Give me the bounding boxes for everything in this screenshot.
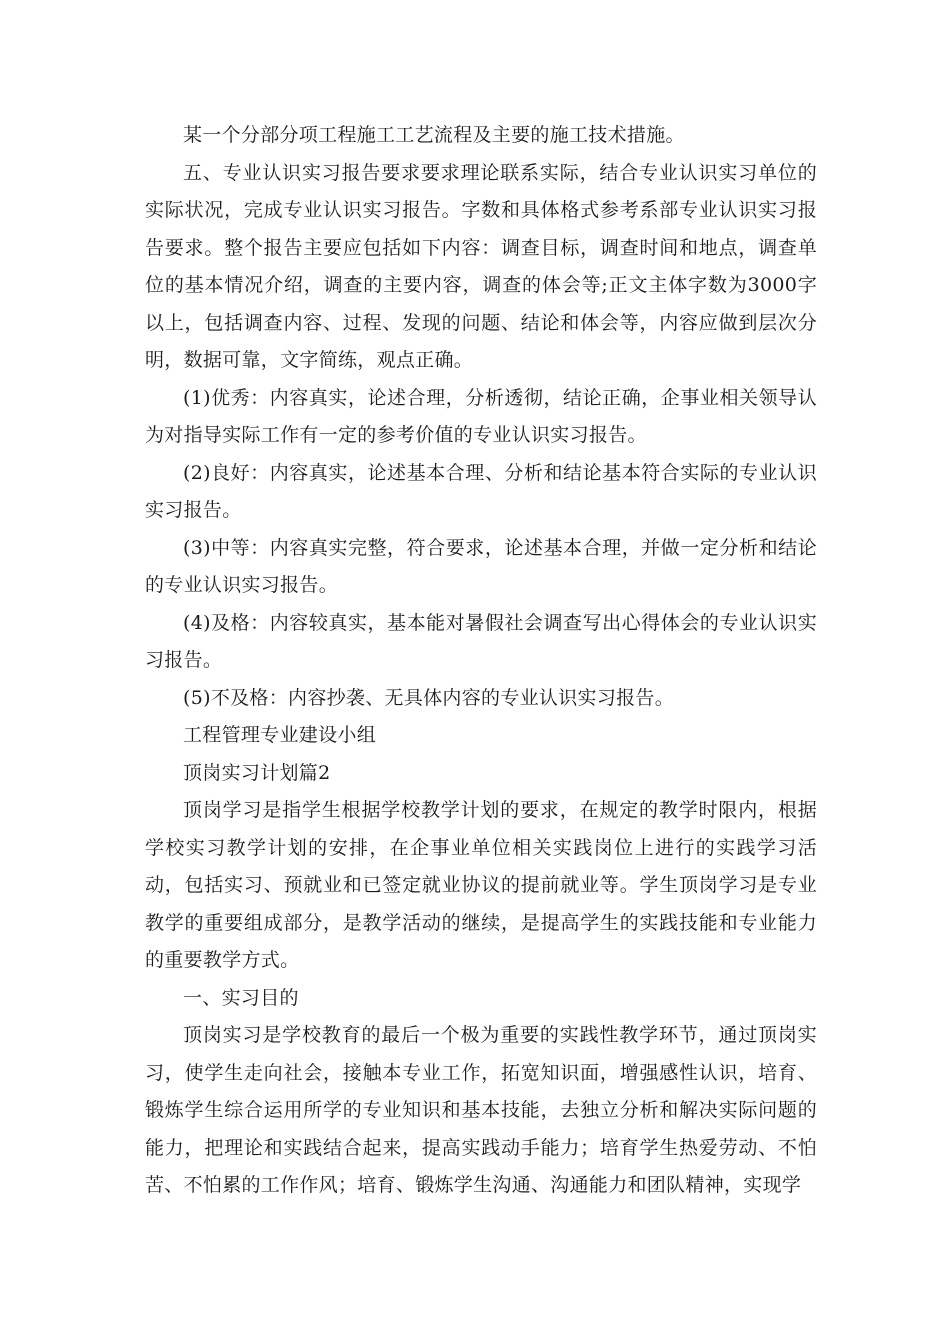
- signature-group: 工程管理专业建设小组: [183, 724, 377, 746]
- paragraph-grade-good: (2)良好：内容真实，论述基本合理、分析和结论基本符合实际的专业认识实习报告。: [145, 461, 817, 521]
- paragraph-grade-fail: (5)不及格：内容抄袭、无具体内容的专业认识实习报告。: [183, 686, 675, 709]
- paragraph-grade-medium: (3)中等：内容真实完整，符合要求，论述基本合理，并做一定分析和结论的专业认识实习报告。: [145, 536, 817, 596]
- section-heading-purpose: 一、实习目的: [183, 986, 299, 1009]
- paragraph-grade-excellent: (1)优秀：内容真实，论述合理，分析透彻，结论正确，企事业相关领导认为对指导实际工作有一定的参考价值的专业认识实习报告。: [145, 386, 817, 446]
- document-body: [145, 117, 817, 1205]
- paragraph-grade-pass: (4)及格：内容较真实，基本能对暑假社会调查写出心得体会的专业认识实习报告。: [145, 611, 817, 671]
- paragraph-construction-measures: 某一个分部分项工程施工工艺流程及主要的施工技术措施。: [183, 124, 685, 146]
- paragraph-report-requirements: 五、专业认识实习报告要求要求理论联系实际，结合专业认识实习单位的实际状况，完成专业认识实习报告。字数和具体格式参考系部专业认识实习报告要求。整个报告主要应包括如下内容：调查目标，调查时间和地点，调查单位的基本情况介绍，调查的主要内容，调查的体会等;正文主体字数为3000字以上，包括调查内容、过程、发现的问题、结论和体会等，内容应做到层次分明，数据可靠，文字简练，观点正确。: [145, 161, 817, 371]
- paragraph-internship-definition: 顶岗学习是指学生根据学校教学计划的要求，在规定的教学时限内，根据学校实习教学计划的安排，在企事业单位相关实践岗位上进行的实践学习活动，包括实习、预就业和已签定就业协议的提前就业等。学生顶岗学习是专业教学的重要组成部分，是教学活动的继续，是提高学生的实践技能和专业能力的重要教学方式。: [145, 799, 817, 971]
- section-heading-plan-2: 顶岗实习计划篇2: [183, 761, 331, 784]
- paragraph-internship-purpose: 顶岗实习是学校教育的最后一个极为重要的实践性教学环节，通过顶岗实习，使学生走向社会，接触本专业工作，拓宽知识面，增强感性认识，培育、锻炼学生综合运用所学的专业知识和基本技能，去独立分析和解决实际问题的能力，把理论和实践结合起来，提高实践动手能力；培育学生热爱劳动、不怕苦、不怕累的工作作风；培育、锻炼学生沟通、沟通能力和团队精神，实现学: [145, 1024, 817, 1196]
